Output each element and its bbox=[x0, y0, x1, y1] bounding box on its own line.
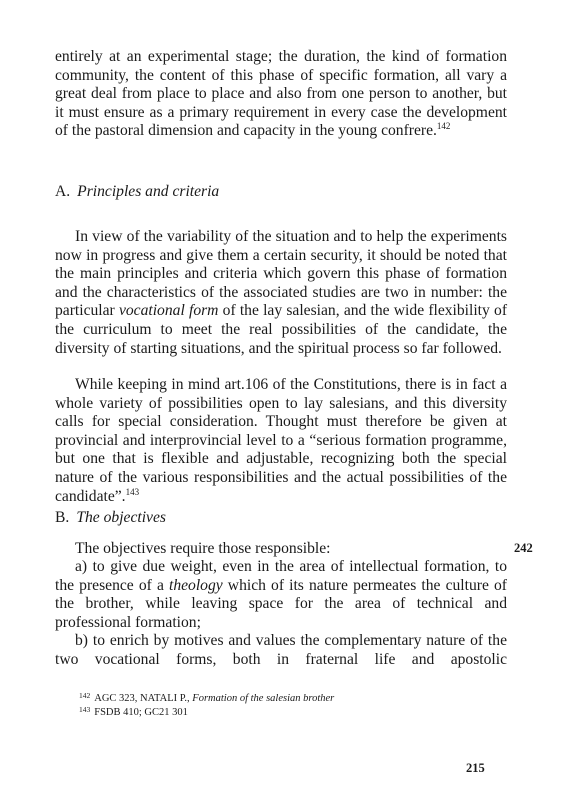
emphasis-theology: theology bbox=[168, 576, 223, 594]
objective-item-a: a) to give due weight, even in the area of intellectual formation, to the presence of a theology which of its nature permeates the culture of the brother, while leaving space for the area of technical and professional formation; bbox=[55, 558, 507, 631]
margin-number: 242 bbox=[514, 541, 533, 555]
objectives-intro: The objectives require those responsible: bbox=[75, 540, 331, 557]
intro-paragraph: entirely at an experimental stage; the duration, the kind of formation community, the content of this phase of specific formation, all vary a great deal from place to place and also from one person to another, but it must ensure as a primary requirement in every case the development of the pastoral dimension and capacity in the young confrere.$^{142}$ bbox=[55, 48, 507, 140]
section-b-heading bbox=[55, 509, 166, 527]
footnote-143: $^{143}$ FSDB 410; GC21 301 bbox=[79, 705, 188, 718]
constitutions-paragraph: While keeping in mind art.106 of the Constitutions, there is in fact a whole variety of possibilities open to lay salesians, and this diversity calls for special consideration. Thought must therefore be given at provincial and interprovincial level to a “serious formation programme, but one that is flexible and adjustable, recognizing both the special nature of the various responsibilities and the actual possibilities of the candidate”.$^{143}$ bbox=[55, 376, 507, 505]
principles-paragraph: In view of the variability of the situation and to help the experiments now in progress and give them a certain security, it should be noted that the main principles and criteria which govern this phase of formation and the characteristics of the associated studies are two in number: the particular vocational form of the lay salesian, and the wide flexibility of the curriculum to meet the real possibilities of the candidate, the diversity of starting situations, and the spiritual process so far followed. bbox=[55, 228, 508, 357]
emphasis-vocational-form: vocational form bbox=[118, 302, 219, 320]
page-number: 215 bbox=[466, 761, 485, 775]
footnote-ref-142: 142 bbox=[436, 121, 451, 132]
section-a-label: A. bbox=[55, 183, 71, 200]
section-b-title: The objectives bbox=[76, 509, 166, 526]
section-a-heading bbox=[55, 183, 219, 201]
footnote-142: $^{142}$ AGC 323, NATALI P., Formation of the salesian brother bbox=[79, 691, 335, 704]
section-b-label: B. bbox=[55, 509, 70, 526]
footnote-ref-143: 143 bbox=[125, 486, 140, 497]
objective-item-b: b) to enrich by motives and values the complementary nature of the two vocational forms, both in fraternal life and apostolic bbox=[55, 632, 507, 668]
section-a-title: Principles and criteria bbox=[77, 183, 220, 200]
